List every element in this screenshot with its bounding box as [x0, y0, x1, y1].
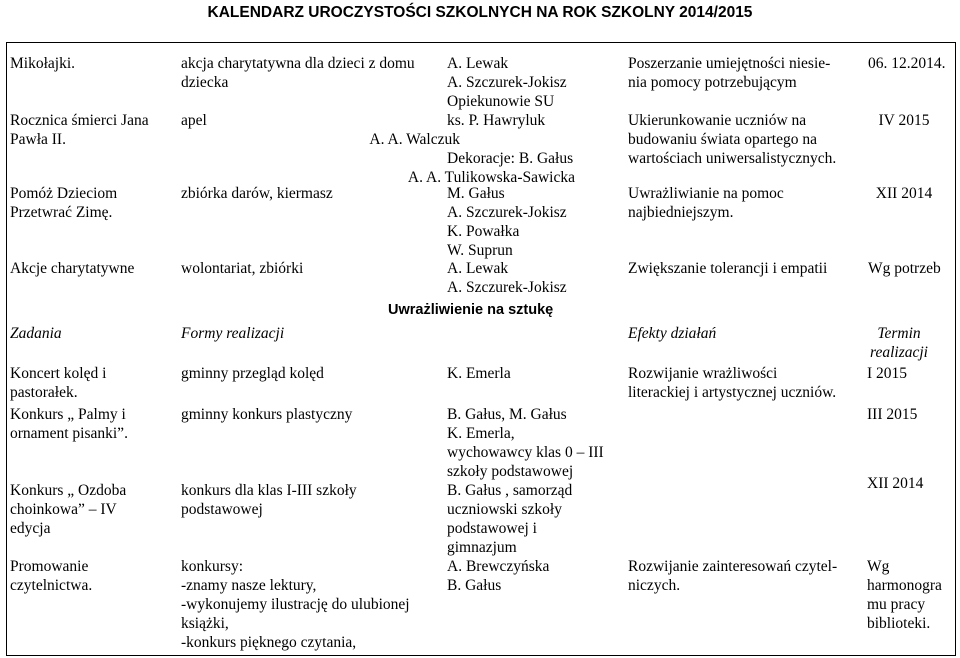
task-cell: ornament pisanki”. — [10, 425, 128, 442]
task-cell: Konkurs „ Ozdoba — [10, 482, 127, 499]
task-cell: choinkowa” – IV — [10, 501, 117, 518]
effects-cell: najbiedniejszym. — [628, 204, 734, 221]
task-cell: Pawła II. — [10, 131, 66, 148]
date-cell: III 2015 — [867, 406, 918, 423]
header-date: Termin — [877, 325, 921, 342]
date-cell: XII 2014 — [875, 185, 933, 202]
task-cell: Akcje charytatywne — [10, 260, 135, 277]
task-cell: Koncert kolęd i — [10, 365, 107, 382]
responsible-cell: szkoły podstawowej — [447, 463, 574, 480]
effects-cell: nia pomocy potrzebującym — [628, 74, 797, 91]
effects-cell: Rozwijanie zainteresowań czytel- — [628, 558, 838, 575]
task-cell: Promowanie — [10, 558, 89, 575]
date-cell: harmonogra — [867, 577, 942, 594]
form-cell: książki, — [181, 615, 229, 632]
task-cell: czytelnictwa. — [10, 577, 93, 594]
date-cell: I 2015 — [867, 365, 908, 382]
form-cell: dziecka — [181, 74, 229, 91]
form-cell: konkurs dla klas I-III szkoły — [181, 482, 357, 499]
form-cell: akcja charytatywna dla dzieci z domu — [181, 55, 415, 72]
responsible-cell: Opiekunowie SU — [447, 93, 555, 110]
form-cell: gminny konkurs plastyczny — [181, 406, 353, 423]
date-cell: Wg potrzeb — [868, 260, 941, 277]
header-effects: Efekty działań — [628, 325, 717, 342]
task-cell: Przetwrać Zimę. — [10, 204, 113, 221]
effects-cell: Uwrażliwianie na pomoc — [628, 185, 784, 202]
form-cell: -konkurs pięknego czytania, — [181, 634, 357, 651]
date-cell: mu pracy — [867, 596, 926, 613]
effects-cell: Zwiększanie tolerancji i empatii — [628, 260, 828, 277]
document-title: KALENDARZ UROCZYSTOŚCI SZKOLNYCH NA ROK SZKOLNY 2014/2015 — [207, 4, 753, 21]
form-cell: -wykonujemy ilustrację do ulubionej — [181, 596, 410, 613]
responsible-cell: ks. P. Hawryluk — [447, 112, 546, 129]
task-cell: Rocznica śmierci Jana — [10, 112, 149, 129]
responsible-cell: K. Powałka — [447, 223, 520, 240]
form-cell: wolontariat, zbiórki — [181, 260, 304, 277]
responsible-cell: K. Emerla — [447, 365, 511, 382]
form-cell: gminny przegląd kolęd — [181, 365, 324, 382]
effects-cell: Ukierunkowanie uczniów na — [628, 112, 807, 129]
task-cell: edycja — [10, 520, 51, 537]
responsible-cell: B. Gałus — [447, 577, 502, 594]
header-tasks: Zadania — [10, 325, 62, 342]
responsible-cell: B. Gałus , samorząd — [447, 482, 573, 499]
responsible-cell: wychowawcy klas 0 – III — [447, 444, 604, 461]
responsible-cell: podstawowej i — [447, 520, 537, 537]
responsible-cell: gimnazjum — [447, 539, 517, 556]
effects-cell: literackiej i artystycznej uczniów. — [628, 384, 837, 401]
responsible-cell: Dekoracje: B. Gałus — [447, 150, 574, 167]
form-cell: -znamy nasze lektury, — [181, 577, 317, 594]
section-title: Uwrażliwienie na sztukę — [388, 302, 554, 318]
form-cell: konkursy: — [181, 558, 243, 575]
effects-cell: budowaniu świata opartego na — [628, 131, 817, 148]
header-forms: Formy realizacji — [181, 325, 285, 342]
responsible-cell: W. Suprun — [447, 242, 513, 259]
task-cell: Konkurs „ Palmy i — [10, 406, 126, 423]
date-cell: 06. 12.2014. — [868, 55, 946, 72]
responsible-cell: A. A. Walczuk — [369, 131, 460, 148]
task-cell: pastorałek. — [10, 384, 78, 401]
responsible-cell: A. Brewczyńska — [447, 558, 550, 575]
responsible-cell: A. Lewak — [447, 260, 509, 277]
header-date: realizacji — [870, 344, 928, 361]
date-cell: IV 2015 — [878, 112, 930, 129]
responsible-cell: A. Szczurek-Jokisz — [447, 74, 567, 91]
effects-cell: Rozwijanie wrażliwości — [628, 365, 778, 382]
responsible-cell: K. Emerla, — [447, 425, 515, 442]
date-cell: Wg — [867, 558, 890, 575]
effects-cell: Poszerzanie umiejętności niesie- — [628, 55, 831, 72]
responsible-cell: A. Szczurek-Jokisz — [447, 279, 567, 296]
form-cell: zbiórka darów, kiermasz — [181, 185, 333, 202]
task-cell: Mikołajki. — [10, 55, 76, 72]
effects-cell: niczych. — [628, 577, 681, 594]
task-cell: Pomóż Dzieciom — [10, 185, 118, 202]
date-cell: XII 2014 — [867, 475, 924, 492]
effects-cell: wartościach uniwersalistycznych. — [628, 150, 837, 167]
date-cell: biblioteki. — [867, 615, 931, 632]
responsible-cell: A. Szczurek-Jokisz — [447, 204, 567, 221]
form-cell: podstawowej — [181, 501, 263, 518]
responsible-cell: B. Gałus, M. Gałus — [447, 406, 567, 423]
form-cell: apel — [181, 112, 207, 129]
responsible-cell: A. Lewak — [447, 55, 509, 72]
responsible-cell: A. A. Tulikowska-Sawicka — [407, 169, 575, 186]
responsible-cell: uczniowski szkoły — [447, 501, 562, 518]
responsible-cell: M. Gałus — [447, 185, 505, 202]
